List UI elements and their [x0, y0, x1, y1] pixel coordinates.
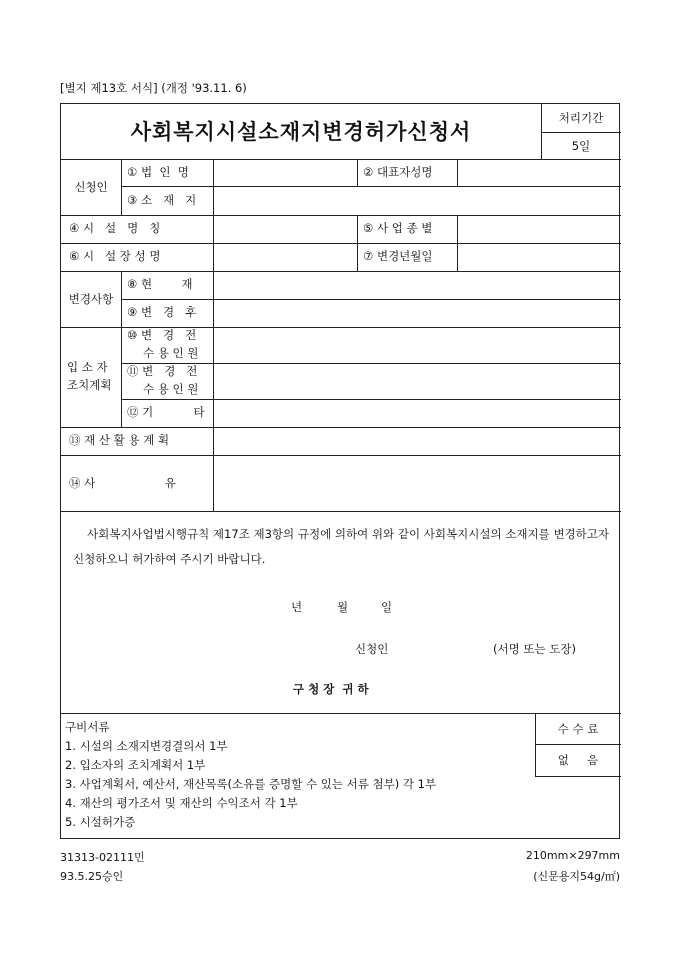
- divider: [535, 776, 621, 777]
- processing-period-value: 5일: [571, 138, 591, 153]
- divider: [121, 271, 122, 427]
- after-change-label: ⑨ 변 경 후: [127, 305, 197, 319]
- item10-label-line2: 수 용 인 원: [143, 346, 199, 360]
- form-title: 사회복지시설소재지변경허가신청서: [130, 119, 472, 144]
- property-plan-label: ⑬ 재 산 활 용 계 획: [69, 433, 170, 447]
- divider: [457, 159, 458, 187]
- item10-label-line1: ⑩ 변 경 전: [127, 328, 197, 342]
- residents-group-label-line1: 입 소 자: [67, 360, 108, 374]
- declaration-text: 사회복지사업법시행규칙 제17조 제3항의 규정에 의하여 위와 같이 사회복지시설의 소재지를 변경하고자 신청하오니 허가하여 주시기 바랍니다.: [73, 527, 609, 566]
- sign-note: (서명 또는 도장): [493, 642, 576, 656]
- divider: [61, 215, 621, 216]
- divider: [121, 159, 122, 215]
- item11-label-line1: ⑪ 변 경 전: [127, 364, 198, 378]
- residents-group-label-line2: 조치계획: [67, 378, 112, 392]
- director-name-label: ⑥ 시 설 장 성 명: [69, 249, 161, 263]
- month-label: 월: [337, 600, 349, 614]
- reason-label: ⑭ 사 유: [69, 476, 176, 490]
- divider: [357, 215, 358, 271]
- address-label: ③ 소 재 지: [127, 193, 197, 207]
- fee-value: 없 음: [557, 753, 599, 767]
- divider: [121, 399, 621, 400]
- paper-size: 210mm×297mm: [525, 849, 620, 862]
- fee-label: 수 수 료: [557, 721, 599, 736]
- divider: [121, 186, 621, 187]
- divider: [213, 159, 214, 511]
- approval-date: 93.5.25승인: [60, 870, 124, 883]
- change-date-label: ⑦ 변경년월일: [363, 249, 433, 263]
- day-label: 일: [381, 600, 393, 614]
- divider: [61, 243, 621, 244]
- form-header: [별지 제13호 서식] (개정 '93.11. 6): [60, 81, 247, 95]
- divider: [61, 271, 621, 272]
- divider: [61, 511, 621, 512]
- year-label: 년: [291, 600, 303, 614]
- document-item: 3. 사업계획서, 예산서, 재산목록(소유를 증명할 수 있는 서류 첨부) 각 1부: [65, 777, 437, 791]
- document-item: 5. 시설허가증: [65, 815, 136, 829]
- applicant-sign-label: 신청인: [355, 642, 389, 656]
- documents-heading: 구비서류: [65, 720, 110, 734]
- processing-period-label: 처리기간: [558, 111, 604, 125]
- divider: [61, 159, 621, 160]
- item11-label-line2: 수 용 인 원: [143, 382, 199, 396]
- paper-type: (신문용지54g/㎡): [533, 870, 620, 883]
- document-item: 4. 재산의 평가조서 및 재산의 수익조서 각 1부: [65, 796, 298, 810]
- applicant-group-label: 신청인: [74, 180, 108, 194]
- facility-name-label: ④ 시 설 명 칭: [69, 221, 161, 235]
- divider: [357, 159, 358, 187]
- rep-name-label: ② 대표자성명: [363, 165, 433, 179]
- recipient: 구 청 장 귀 하: [293, 682, 369, 696]
- divider: [457, 215, 458, 271]
- document-item: 2. 입소자의 조치계획서 1부: [65, 758, 206, 772]
- divider: [61, 455, 621, 456]
- changes-group-label: 변경사항: [68, 292, 114, 306]
- corp-name-label: ① 법 인 명: [127, 165, 189, 179]
- application-form: [60, 103, 620, 839]
- document-item: 1. 시설의 소재지변경결의서 1부: [65, 739, 228, 753]
- item12-label: ⑫ 기 타: [127, 405, 205, 419]
- business-type-label: ⑤ 사 업 종 별: [363, 221, 433, 235]
- divider: [121, 299, 621, 300]
- current-label: ⑧ 현 재: [127, 277, 193, 291]
- form-code: 31313-02111민: [60, 851, 145, 864]
- divider: [61, 427, 621, 428]
